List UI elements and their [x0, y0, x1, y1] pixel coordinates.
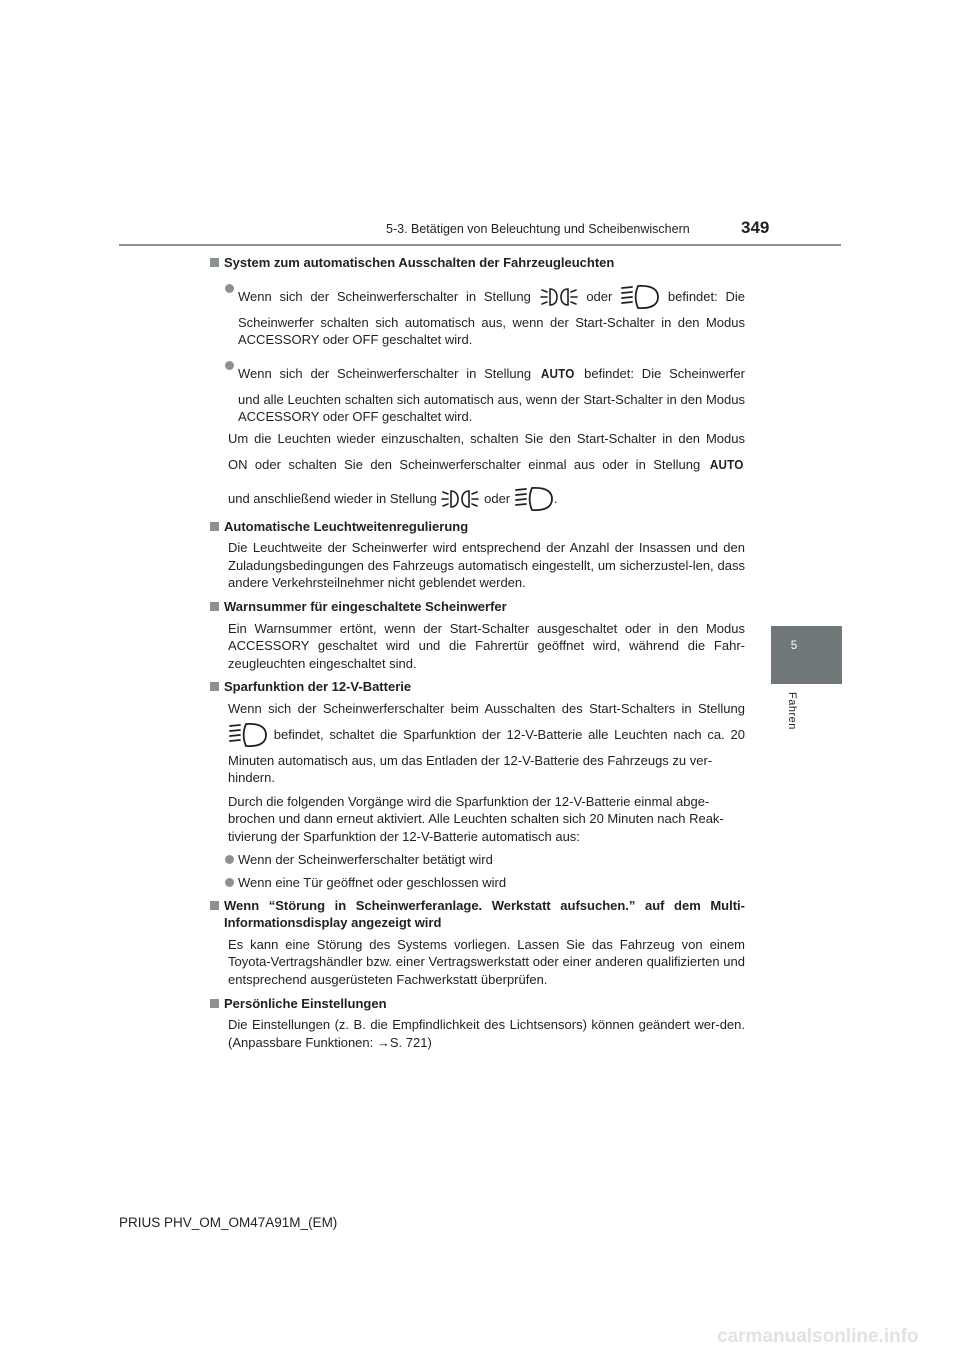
headlight-icon — [620, 283, 660, 311]
watermark: carmanualsonline.info — [717, 1326, 919, 1347]
square-bullet-icon — [210, 999, 219, 1008]
list-item — [210, 874, 745, 892]
section-heading — [210, 678, 745, 696]
page-reference-link[interactable]: S. 721) — [389, 1034, 432, 1050]
item-text: befindet: Die — [667, 288, 745, 304]
square-bullet-icon — [210, 258, 219, 267]
item-text: Wenn sich der Scheinwerferschalter in Stellung — [238, 365, 532, 381]
chapter-tab-label: Fahren — [786, 692, 798, 730]
heading-text: Warnsummer für eingeschaltete Scheinwerfer — [224, 598, 507, 614]
section-heading — [210, 598, 745, 616]
header-section-title: 5-3. Betätigen von Beleuchtung und Scheibenwischern — [386, 222, 690, 236]
round-bullet-icon — [225, 284, 234, 293]
headlight-icon — [514, 485, 554, 513]
item-text: befindet: Die Scheinwerfer — [584, 365, 745, 381]
or-text: oder — [586, 288, 613, 304]
item-text: Wenn eine Tür geöffnet oder geschlossen wird — [238, 875, 507, 891]
section-heading — [210, 897, 745, 932]
list-item — [210, 851, 745, 869]
section-heading — [210, 518, 745, 536]
headlight-icon — [228, 721, 268, 749]
square-bullet-icon — [210, 602, 219, 611]
heading-text: Wenn “Störung in Scheinwerferanlage. Werkstatt aufsuchen.” auf dem Multi-Informationsdisplay angezeigt wird — [224, 897, 745, 931]
header-rule — [119, 244, 841, 246]
paragraph — [210, 700, 745, 846]
heading-text: Sparfunktion der 12-V-Batterie — [224, 679, 412, 695]
paragraph-text: Wenn sich der Scheinwerferschalter beim Ausschalten des Start-Schalters in Stellung — [228, 700, 745, 716]
paragraph-text: ON oder schalten Sie den Scheinwerferschalter einmal aus oder in Stellung — [228, 456, 701, 472]
chapter-tab[interactable] — [771, 626, 842, 684]
paragraph-text: und anschließend wieder in Stellung — [228, 490, 437, 506]
paragraph-text: . — [553, 490, 558, 506]
paragraph: Die Leuchtweite der Scheinwerfer wird entsprechend der Anzahl der Insassen und den Zuladungsbedingungen des Fahrzeugs automatisch eingestellt, um sicherzustel-len, dass andere Verkehrsteilnehmer nicht geblendet werden. — [228, 540, 745, 591]
item-text: Wenn sich der Scheinwerferschalter in Stellung — [238, 288, 531, 304]
paragraph-text: Minuten automatisch aus, um das Entladen der 12-V-Batterie des Fahrzeugs zu ver-hindern. — [228, 752, 713, 786]
or-text: oder — [484, 490, 511, 506]
item-text: und alle Leuchten schalten sich automatisch aus, wenn der Start-Schalter in den Modus ACCESSORY oder OFF geschaltet wird. — [238, 391, 745, 425]
footer-code: PRIUS PHV_OM_OM47A91M_(EM) — [119, 1215, 338, 1230]
round-bullet-icon — [225, 878, 234, 887]
heading-text: Automatische Leuchtweitenregulierung — [224, 518, 469, 534]
paragraph-text: Um die Leuchten wieder einzuschalten, schalten Sie den Start-Schalter in den Modus — [228, 430, 745, 446]
round-bullet-icon — [225, 855, 234, 864]
paragraph-text: Die Einstellungen (z. B. die Empfindlichkeit des Lichtsensors) können geändert wer-den. (Anpassbare Funktionen: — [228, 1017, 745, 1050]
section-heading — [210, 995, 745, 1013]
chapter-tab-number: 5 — [790, 640, 798, 652]
round-bullet-icon — [225, 361, 234, 370]
heading-text: Persönliche Einstellungen — [224, 995, 387, 1011]
item-text: Scheinwerfer schalten sich automatisch aus, wenn der Start-Schalter in den Modus ACCESSORY oder OFF geschaltet wird. — [238, 314, 745, 348]
list-item — [210, 357, 745, 426]
square-bullet-icon — [210, 682, 219, 691]
tail-light-icon — [440, 487, 480, 511]
section-heading — [210, 254, 745, 272]
heading-text: System zum automatischen Ausschalten der Fahrzeugleuchten — [224, 255, 615, 270]
auto-mode-icon: AUTO — [540, 365, 575, 381]
paragraph-text: befindet, schaltet die Sparfunktion der 12-V-Batterie alle Leuchten nach ca. 20 — [273, 726, 745, 742]
item-text: Wenn der Scheinwerferschalter betätigt wird — [238, 852, 493, 868]
paragraph: Es kann eine Störung des Systems vorliegen. Lassen Sie das Fahrzeug von einem Toyota-Vertragshändler bzw. einer Vertragswerkstatt oder einer anderen qualifizierten und entsprechend ausgerüsteten Fachwerkstatt überprüfen. — [228, 936, 745, 988]
auto-mode-icon: AUTO — [709, 456, 744, 472]
paragraph-text: Durch die folgenden Vorgänge wird die Sparfunktion der 12-V-Batterie einmal abge-brochen und dann erneut aktiviert. Alle Leuchten schalten sich 20 Minuten nach Reak-tivierung der Sparfunktion der 12-V-Batterie automatisch aus: — [228, 793, 724, 844]
list-item — [210, 280, 745, 349]
paragraph: Ein Warnsummer ertönt, wenn der Start-Schalter ausgeschaltet oder in den Modus ACCESSORY geschaltet wird und die Fahrertür geöffnet wird, während die Fahr-zeugleuchten eingeschaltet sind. — [228, 620, 745, 671]
square-bullet-icon — [210, 901, 219, 910]
arrow-icon: → — [376, 1034, 390, 1050]
paragraph — [210, 1016, 745, 1051]
square-bullet-icon — [210, 522, 219, 531]
main-content — [210, 254, 745, 1051]
page-number: 349 — [741, 218, 770, 237]
tail-light-icon — [539, 285, 579, 309]
paragraph — [210, 430, 745, 516]
